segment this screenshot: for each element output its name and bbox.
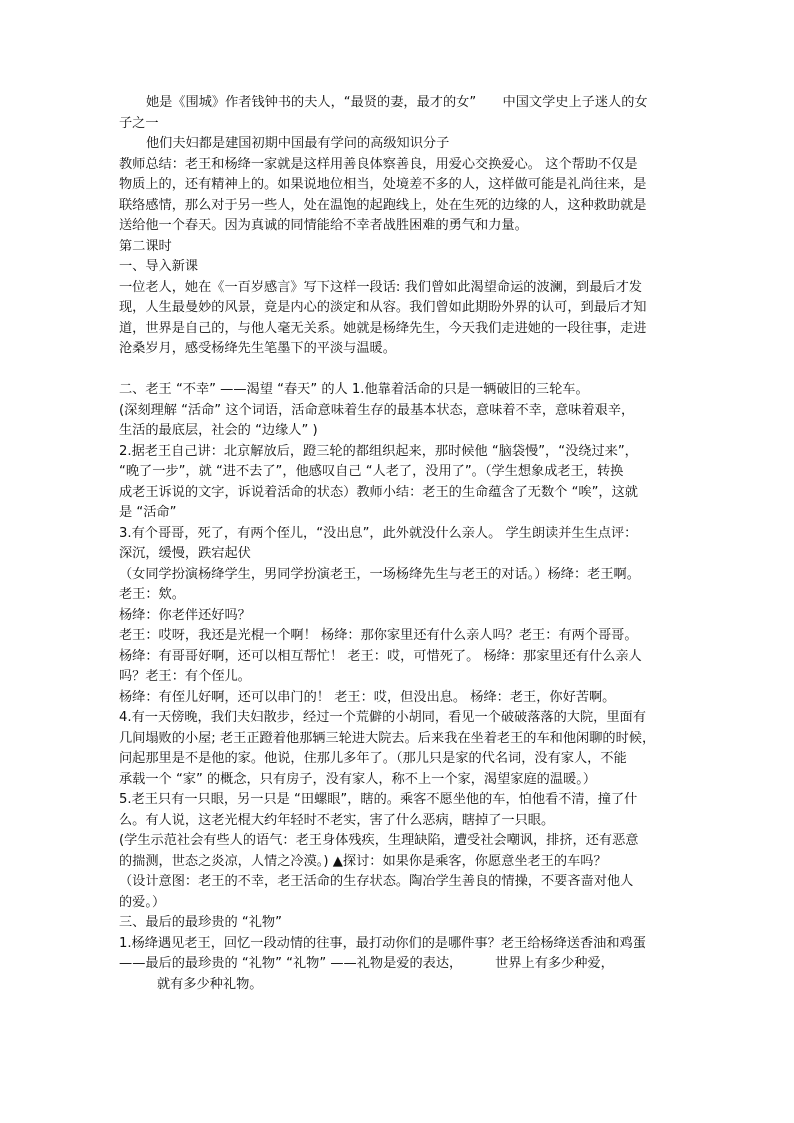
intro-line: 她是《围城》作者钱钟书的夫人，“最贤的妻，最才的女” 中国文学史上子迷人的女 (146, 95, 648, 110)
blank-line (119, 360, 679, 381)
section2-line: 生活的最底层，社会的 “边缘人” ) (119, 423, 318, 438)
section3-line: 1.杨绛遇见老王，回忆一段动情的往事，最打动你们的是哪件事？老王给杨绛送香油和鸡蛋 (119, 935, 646, 951)
section2-line: 2.据老王自己讲：北京解放后，蹬三轮的都组织起来，那时候他 “脑袋慢”，“没绕过来”， (119, 443, 638, 459)
section2-line: 4.有一天傍晚，我们夫妇散步，经过一个荒僻的小胡同，看见一个破破落落的大院，里面有 (119, 710, 646, 725)
section2-line: 吗？老王：有个侄儿。 (119, 669, 251, 684)
section2-line: 几间塌败的小屋; 老王正蹬着他那辆三轮进大院去。后来我在坐着老王的车和他闲聊的时候， (119, 730, 656, 746)
section3-line: 就有多少种礼物。 (157, 976, 263, 992)
section2-line: 是 “活命” (119, 505, 177, 520)
summary-line: 联络感情，那么对于另一些人，处在温饱的起跑线上，处在生死的边缘的人，这种救助就是 (119, 197, 647, 213)
section2-line: 承载一个 “家” 的概念，只有房子，没有家人，称不上一个家，渴望家庭的温暖。） (119, 771, 597, 787)
section2-line: 么。有人说，这老光棍大约年轻时不老实，害了什么恶病，瞎掉了一只眼。 (119, 812, 555, 828)
section1-line: 现，人生最曼妙的风景，竟是内心的淡定和从容。我们曾如此期盼外界的认可，到最后才知 (119, 300, 647, 315)
section2-line: 深沉，缓慢，跌宕起伏 (119, 546, 251, 561)
section2-line: (学生示范社会有些人的语气：老王身体残疾，生理缺陷，遭受社会嘲讽，排挤，还有恶意 (119, 833, 639, 848)
section-heading: 一、导入新课 (119, 259, 199, 274)
section1-line: 道，世界是自己的，与他人毫无关系。她就是杨绛先生，今天我们走进她的一段往事，走进 (119, 320, 647, 336)
section2-line: 的爱。） (119, 894, 166, 910)
section2-line: 杨绛：有哥哥好啊，还可以相互帮忙！ 老王：哎，可惜死了。 杨绛：那家里还有什么亲人 (119, 648, 642, 664)
intro-line: 子之一 (119, 115, 159, 131)
section2-line: （设计意图：老王的不幸，老王活命的生存状态。陶冶学生善良的情操，不要吝啬对他人 (119, 874, 634, 889)
section1-line: 沧桑岁月，感受杨绛先生笔墨下的平淡与温暖。 (119, 341, 396, 356)
section2-line: 老王：哎呀，我还是光棍一个啊！ 杨绛：那你家里还有什么亲人吗？老王：有两个哥哥。 (119, 628, 638, 643)
section2-line: （女同学扮演杨绛学生，男同学扮演老王，一场杨绛先生与老王的对话。）杨绛：老王啊。 (119, 566, 640, 582)
section-heading: 三、最后的最珍贵的 “礼物” (119, 915, 282, 930)
section2-line: 的揣测，世态之炎凉，人情之冷漠。) ▲探讨：如果你是乘客，你愿意坐老王的车吗？ (119, 853, 607, 869)
section2-line: 杨绛：有侄儿好啊，还可以串门的！ 老王：哎，但没出息。 杨绛：老王，你好苦啊。 (119, 689, 616, 705)
section2-line: 二、老王 “不幸” ——渴望 “春天” 的人 1.他靠着活命的只是一辆破旧的三轮车。 (119, 382, 589, 397)
section2-line: “晚了一步”，就 “进不去了”，他感叹自己 “人老了，没用了”。（学生想象成老王，转换 (119, 464, 624, 479)
section2-line: 5.老王只有一只眼，另一只是 “田螺眼”，瞎的。乘客不愿坐他的车，怕他看不清，撞了什 (119, 792, 638, 807)
section2-line: 成老王诉说的文字，诉说着活命的状态）教师小结：老王的生命蕴含了无数个 “唉”，这就 (119, 484, 638, 500)
section1-line: 一位老人，她在《一百岁感言》写下这样一段话: 我们曾如此渴望命运的波澜，到最后才发 (119, 279, 642, 295)
section3-line: ——最后的最珍贵的 “礼物” “礼物” ——礼物是爱的表达， 世界上有多少种爱， (119, 956, 614, 971)
section2-line: 杨绛：你老伴还好吗？ (119, 607, 251, 623)
intro-line: 他们夫妇都是建国初期中国最有学问的高级知识分子 (146, 136, 450, 151)
lesson-title: 第二课时 (119, 238, 172, 254)
summary-line: 教师总结：老王和杨绛一家就是这样用善良体察善良，用爱心交换爱心。 这个帮助不仅是 (119, 156, 638, 172)
section2-line: 问起那里是不是他的家。他说，住那儿多年了。（那儿只是家的代名词，没有家人，不能 (119, 751, 627, 766)
section2-line: 老王：欸。 (119, 587, 185, 602)
summary-line: 送给他一个春天。因为真诚的同情能给不幸者战胜困难的勇气和力量。 (119, 218, 528, 233)
document-page (119, 93, 679, 995)
section2-line: 3.有个哥哥，死了，有两个侄儿，“没出息”，此外就没什么亲人。 学生朗读并生生点评： (119, 525, 638, 541)
summary-line: 物质上的，还有精神上的。如果说地位相当，处境差不多的人，这样做可能是礼尚往来，是 (119, 177, 647, 192)
section2-line: (深刻理解 “活命” 这个词语，活命意味着生存的最基本状态，意味着不幸，意味着艰辛， (119, 402, 635, 418)
